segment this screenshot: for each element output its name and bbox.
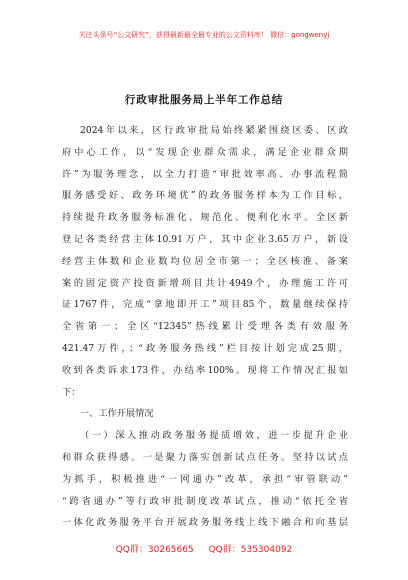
top-banner: 关注头条号“公文研究”，获得最新最全最专业的公文资料库！ 微信：gongwenyj xyxy=(78,31,330,39)
paragraph-1-line: 服务感受好、政务环境优”的政务服务样本为工作目标， xyxy=(62,190,348,202)
paragraph-1-line: 案的固定资产投资新增项目共计4949个，办理施工许可 xyxy=(62,277,348,289)
paragraph-1-line: 持续提升政务服务标准化、规范化、便利化水平。全区新 xyxy=(62,212,348,224)
paragraph-2-line: 一体化政务服务平台开展政务服务线上线下融合和向基层 xyxy=(62,517,348,529)
section-heading: 一、工作开展情况 xyxy=(80,408,154,420)
paragraph-1-line: 证1767件，完成“拿地即开工”项目85个，数量继续保持 xyxy=(62,299,348,311)
footer-qq-group-2: QQ群：535304092 xyxy=(208,545,293,555)
paragraph-1-line: 全省第一；全区“12345”热线累计受理各类有效服务 xyxy=(62,321,348,333)
paragraph-2-line: 和群众获得感。一是聚力落实创新试点任务。坚持以试点 xyxy=(62,451,348,463)
footer-contacts xyxy=(0,542,408,555)
document-title: 行政审批服务局上半年工作总结 xyxy=(124,94,284,106)
paragraph-1-line: 登记各类经营主体10.91万户，其中企业3.65万户，新设 xyxy=(62,233,348,245)
paragraph-1-line: 许”为服务理念，以全力打造“审批效率高、办事流程简 xyxy=(62,168,348,180)
paragraph-1-line: 府中心工作，以“发现企业群众需求，满足企业群众期 xyxy=(62,146,348,158)
document-body xyxy=(62,120,348,534)
paragraph-2-line: （一）深入推动政务服务提质增效，进一步提升企业 xyxy=(80,430,348,442)
paragraph-1-line: 收到各类诉求173件，办结率100%。现将工作情况汇报如 xyxy=(62,364,348,376)
paragraph-2-line: “跨省通办”等行政审批制度改革试点，推动“依托全省 xyxy=(62,495,348,507)
paragraph-2-line: 为抓手，积极推进“一网通办”改革，承担“审管联动” xyxy=(62,473,348,485)
paragraph-1-line: 经营主体数和企业数均位居全市第一；全区核准、备案 xyxy=(62,255,348,267)
footer-qq-group-1: QQ群：30265665 xyxy=(115,545,194,555)
paragraph-1-line: 2024年以来，区行政审批局始终紧紧围绕区委、区政 xyxy=(80,125,348,136)
paragraph-1-line: 下： xyxy=(62,386,81,398)
paragraph-1-line: 421.47万件，；“政务服务热线”栏目按计划完成25期， xyxy=(62,342,348,354)
